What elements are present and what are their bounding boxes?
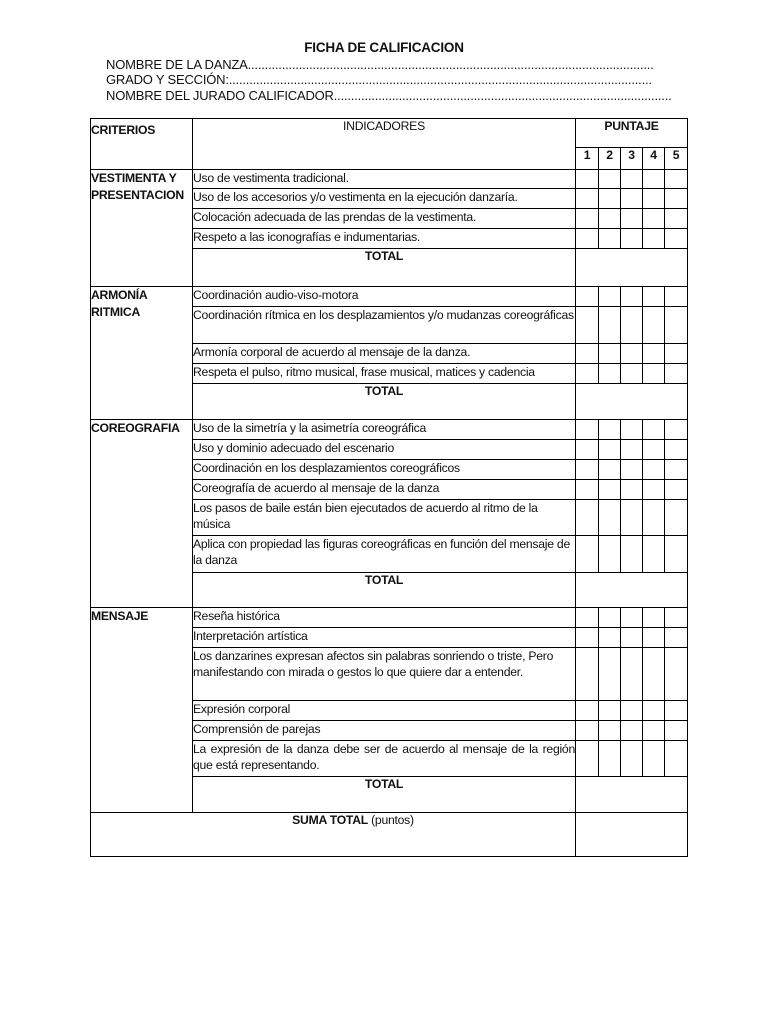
score-cell[interactable] (665, 420, 688, 440)
score-cell[interactable] (665, 628, 688, 648)
score-cell[interactable] (576, 209, 599, 229)
criterion-armonia: ARMONÍA RITMICA (91, 287, 193, 420)
score-cell[interactable] (665, 440, 688, 460)
total-cell[interactable] (576, 384, 688, 420)
score-cell[interactable] (643, 287, 665, 307)
score-level-5: 5 (665, 148, 688, 170)
total-cell[interactable] (576, 249, 688, 287)
score-cell[interactable] (621, 500, 643, 536)
total-label: TOTAL (193, 384, 576, 420)
total-label: TOTAL (193, 573, 576, 608)
score-cell[interactable] (665, 648, 688, 701)
indicator: Armonía corporal de acuerdo al mensaje de la danza. (193, 344, 576, 364)
score-cell[interactable] (599, 460, 621, 480)
score-cell[interactable] (621, 460, 643, 480)
score-cell[interactable] (621, 480, 643, 500)
total-cell[interactable] (576, 573, 688, 608)
indicator: Los pasos de baile están bien ejecutados de acuerdo al ritmo de la música (193, 500, 576, 536)
score-cell[interactable] (665, 480, 688, 500)
score-cell[interactable] (621, 364, 643, 384)
score-cell[interactable] (643, 721, 665, 741)
score-level-4: 4 (643, 148, 665, 170)
sum-total-label: SUMA TOTAL (292, 813, 368, 827)
score-cell[interactable] (621, 648, 643, 701)
score-cell[interactable] (643, 741, 665, 777)
scoring-table (90, 118, 688, 857)
indicator: Respeto a las iconografías e indumentarias. (193, 229, 576, 249)
indicator: Expresión corporal (193, 701, 576, 721)
score-cell[interactable] (621, 170, 643, 189)
score-cell[interactable] (599, 189, 621, 209)
sum-total-row (91, 813, 576, 857)
score-cell[interactable] (576, 648, 599, 701)
score-cell[interactable] (576, 500, 599, 536)
score-cell[interactable] (665, 209, 688, 229)
score-cell[interactable] (621, 229, 643, 249)
score-cell[interactable] (643, 440, 665, 460)
score-cell[interactable] (665, 307, 688, 344)
score-cell[interactable] (599, 209, 621, 229)
score-level-1: 1 (576, 148, 599, 170)
score-cell[interactable] (599, 608, 621, 628)
score-cell[interactable] (576, 229, 599, 249)
score-cell[interactable] (665, 344, 688, 364)
score-cell[interactable] (576, 741, 599, 777)
indicator: Coordinación en los desplazamientos coreográficos (193, 460, 576, 480)
score-cell[interactable] (665, 364, 688, 384)
puntaje-header: PUNTAJE (576, 119, 688, 148)
score-cell[interactable] (576, 344, 599, 364)
score-cell[interactable] (599, 480, 621, 500)
score-cell[interactable] (665, 721, 688, 741)
score-cell[interactable] (665, 287, 688, 307)
form-title: FICHA DE CALIFICACION (304, 40, 464, 55)
score-cell[interactable] (576, 608, 599, 628)
score-cell[interactable] (599, 721, 621, 741)
score-cell[interactable] (643, 628, 665, 648)
score-cell[interactable] (599, 741, 621, 777)
score-level-3: 3 (621, 148, 643, 170)
score-cell[interactable] (599, 440, 621, 460)
score-cell[interactable] (643, 701, 665, 721)
score-cell[interactable] (576, 440, 599, 460)
score-cell[interactable] (621, 420, 643, 440)
score-cell[interactable] (621, 628, 643, 648)
score-level-2: 2 (599, 148, 621, 170)
score-cell[interactable] (621, 741, 643, 777)
score-cell[interactable] (576, 420, 599, 440)
score-cell[interactable] (643, 229, 665, 249)
score-cell[interactable] (643, 648, 665, 701)
score-cell[interactable] (665, 701, 688, 721)
indicator: Uso de vestimenta tradicional. (193, 170, 576, 189)
score-cell[interactable] (599, 648, 621, 701)
criterion-coreografia: COREOGRAFIA (91, 420, 193, 608)
criterion-vestimenta: VESTIMENTA Y PRESENTACION (91, 170, 193, 287)
indicator: Reseña histórica (193, 608, 576, 628)
score-cell[interactable] (576, 189, 599, 209)
score-cell[interactable] (576, 287, 599, 307)
score-cell[interactable] (665, 460, 688, 480)
indicator: Uso de los accesorios y/o vestimenta en la ejecución danzaría. (193, 189, 576, 209)
sum-total-cell[interactable] (576, 813, 688, 857)
indicator: Uso y dominio adecuado del escenario (193, 440, 576, 460)
score-cell[interactable] (621, 307, 643, 344)
score-cell[interactable] (621, 344, 643, 364)
score-cell[interactable] (599, 536, 621, 573)
score-cell[interactable] (643, 344, 665, 364)
indicator: Comprensión de parejas (193, 721, 576, 741)
score-cell[interactable] (599, 229, 621, 249)
criterios-header: CRITERIOS (91, 119, 193, 170)
score-cell[interactable] (599, 701, 621, 721)
score-cell[interactable] (665, 229, 688, 249)
score-cell[interactable] (643, 307, 665, 344)
score-cell[interactable] (665, 500, 688, 536)
score-cell[interactable] (643, 536, 665, 573)
score-cell[interactable] (576, 480, 599, 500)
score-cell[interactable] (665, 189, 688, 209)
score-cell[interactable] (665, 608, 688, 628)
score-cell[interactable] (621, 189, 643, 209)
score-cell[interactable] (665, 741, 688, 777)
dance-name-field[interactable]: NOMBRE DE LA DANZA....................................................................................................................... (106, 57, 654, 72)
grade-section-field[interactable]: GRADO Y SECCIÓN:............................................................................................................................ (106, 72, 652, 87)
score-cell[interactable] (576, 628, 599, 648)
score-cell[interactable] (643, 500, 665, 536)
score-cell[interactable] (599, 628, 621, 648)
indicator: Los danzarines expresan afectos sin palabras sonriendo o triste, Pero manifestando con mirada o gestos lo que quiere dar a entender. (193, 648, 576, 701)
score-cell[interactable] (665, 536, 688, 573)
score-cell[interactable] (621, 608, 643, 628)
score-cell[interactable] (599, 344, 621, 364)
score-cell[interactable] (621, 287, 643, 307)
indicator: Coreografía de acuerdo al mensaje de la danza (193, 480, 576, 500)
score-cell[interactable] (643, 608, 665, 628)
score-cell[interactable] (621, 209, 643, 229)
score-cell[interactable] (621, 721, 643, 741)
score-cell[interactable] (599, 500, 621, 536)
total-label: TOTAL (193, 249, 576, 287)
total-label: TOTAL (193, 777, 576, 813)
score-cell[interactable] (643, 189, 665, 209)
indicator: Aplica con propiedad las figuras coreográficas en función del mensaje de la danza (193, 536, 576, 573)
indicator: Interpretación artística (193, 628, 576, 648)
criterion-mensaje: MENSAJE (91, 608, 193, 813)
score-cell[interactable] (643, 170, 665, 189)
score-cell[interactable] (576, 701, 599, 721)
score-cell[interactable] (643, 480, 665, 500)
indicator: Colocación adecuada de las prendas de la vestimenta. (193, 209, 576, 229)
score-cell[interactable] (576, 536, 599, 573)
score-cell[interactable] (643, 364, 665, 384)
score-cell[interactable] (643, 420, 665, 440)
score-cell[interactable] (576, 460, 599, 480)
score-cell[interactable] (621, 701, 643, 721)
score-cell[interactable] (621, 440, 643, 460)
jury-name-field[interactable]: NOMBRE DEL JURADO CALIFICADOR................................................................................................... (106, 88, 672, 103)
score-cell[interactable] (599, 307, 621, 344)
indicator: Coordinación rítmica en los desplazamientos y/o mudanzas coreográficas (193, 307, 576, 344)
score-cell[interactable] (576, 170, 599, 189)
score-cell[interactable] (621, 536, 643, 573)
score-cell[interactable] (643, 209, 665, 229)
indicator: La expresión de la danza debe ser de acuerdo al mensaje de la región que está representando. (193, 741, 576, 777)
indicator: Coordinación audio-viso-motora (193, 287, 576, 307)
score-cell[interactable] (599, 364, 621, 384)
score-cell[interactable] (576, 307, 599, 344)
score-cell[interactable] (599, 287, 621, 307)
indicadores-header: INDICADORES (193, 119, 576, 170)
score-cell[interactable] (599, 420, 621, 440)
score-cell[interactable] (576, 364, 599, 384)
total-cell[interactable] (576, 777, 688, 813)
score-cell[interactable] (665, 170, 688, 189)
indicator: Respeta el pulso, ritmo musical, frase musical, matices y cadencia (193, 364, 576, 384)
score-cell[interactable] (576, 721, 599, 741)
score-cell[interactable] (643, 460, 665, 480)
sum-total-unit: (puntos) (371, 813, 414, 827)
indicator: Uso de la simetría y la asimetría coreográfica (193, 420, 576, 440)
score-cell[interactable] (599, 170, 621, 189)
